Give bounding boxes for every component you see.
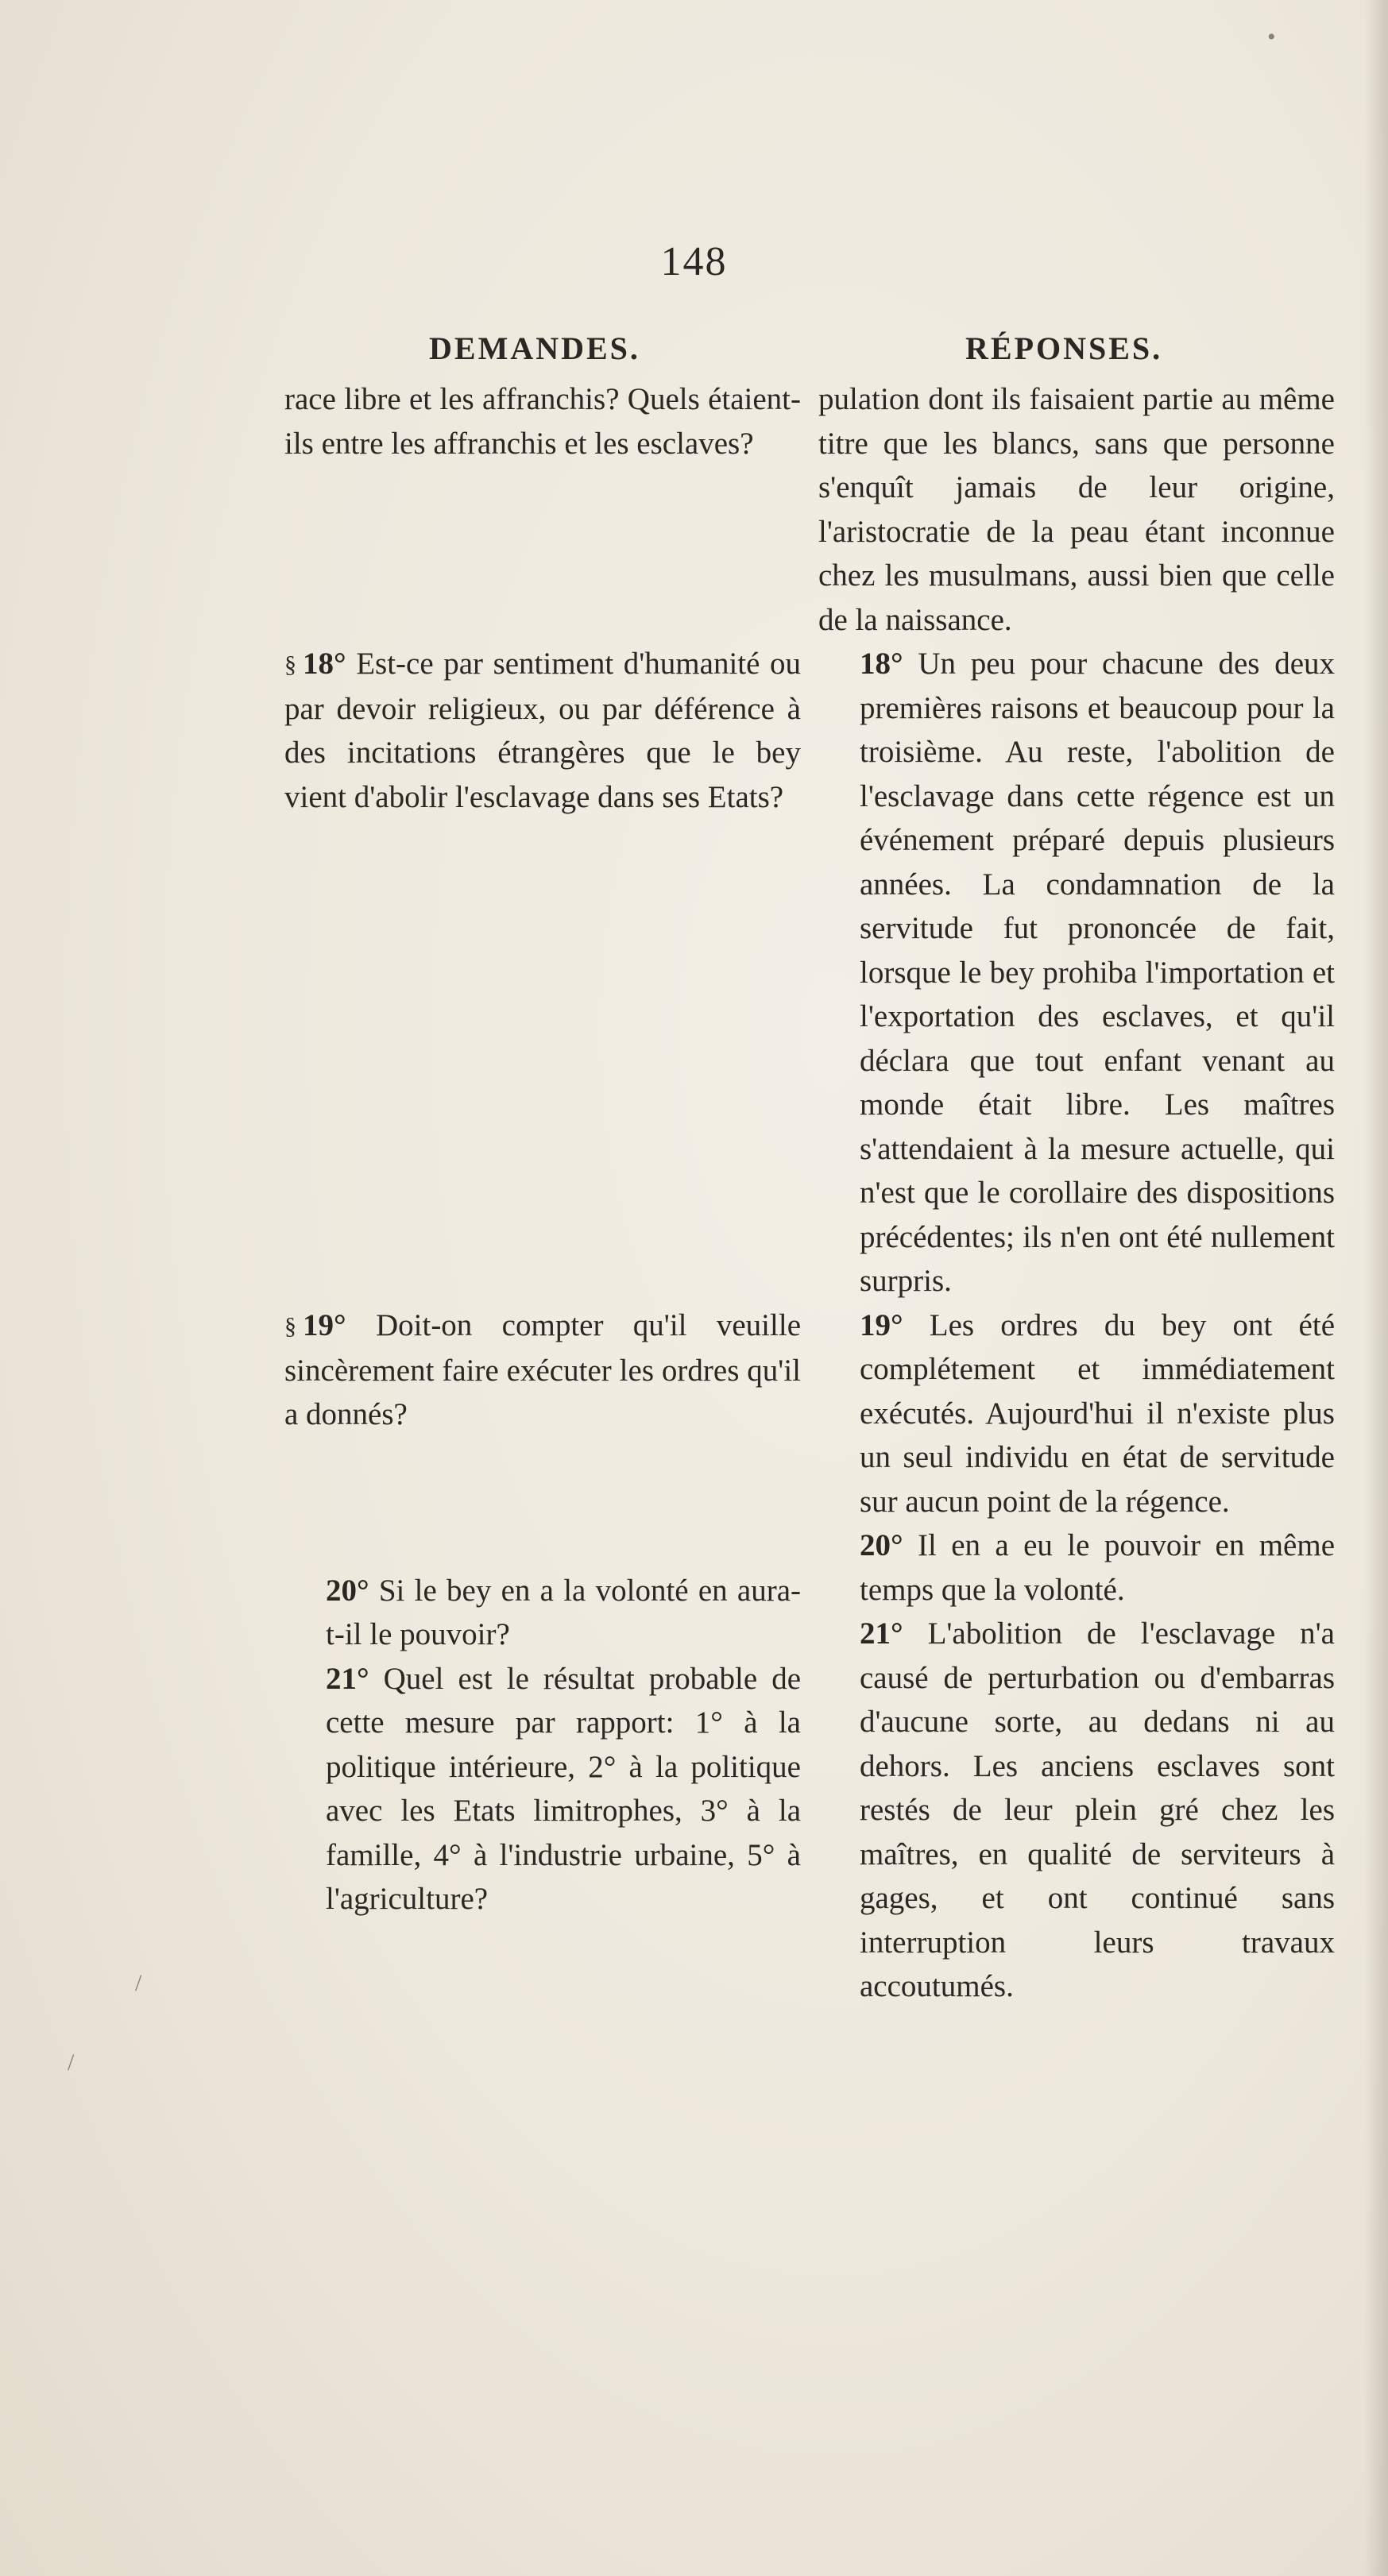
reponse-21: 21° L'abolition de l'esclavage n'a causé de perturbation ou d'embarras d'aucune sorte, au dedans ni au dehors. Les anciens esclaves sont restés de leur plein gré chez les maîtres, en qualité de serviteurs à gages, et ont continué sans interruption leurs travaux accoutumés. — [860, 1616, 1335, 2003]
demande-continuation: race libre et les affranchis? Quels étaient-ils entre les affranchis et les esclaves? — [284, 382, 801, 461]
spacer — [284, 819, 801, 1303]
paper-speck: / — [135, 1970, 142, 1996]
gutter-shadow — [1364, 0, 1388, 2576]
margin-mark-icon: § — [284, 1313, 296, 1339]
page-number: 148 — [660, 239, 728, 284]
reponse-20: 20° Il en a eu le pouvoir en même temps que la volonté. — [860, 1528, 1336, 1607]
spacer — [284, 1437, 801, 1569]
demandes-column — [284, 377, 801, 1921]
reponse-19: 19° Les ordres du bey ont été complétement et immédiatement exécutés. Aujourd'hui il n'existe plus un seul individu en état de servitude sur aucun point de la régence. — [860, 1307, 1336, 1519]
header-demandes: DEMANDES. — [429, 330, 640, 366]
reponses-column — [818, 377, 1335, 2009]
paper-speck: • — [1267, 24, 1276, 50]
spacer — [284, 465, 801, 642]
demande-20: 20° Si le bey en a la volonté en aura-t-il le pouvoir? — [326, 1573, 801, 1651]
demande-18: § 18° Est-ce par sentiment d'humanité ou par devoir religieux, ou par déférence à des incitations étrangères que le bey vient d'abolir l'esclavage dans ses Etats? — [284, 642, 801, 819]
reponse-18: 18° Un peu pour chacune des deux premières raisons et beaucoup pour la troisième. Au reste, l'abolition de l'esclavage dans cette régence est un événement préparé depuis plusieurs années. La condamnation de la servitude fut prononcée de fait, lorsque le bey prohiba l'importation et l'exportation des esclaves, et qu'il déclara que tout enfant venant au monde était libre. Les maîtres s'attendaient à la mesure actuelle, qui n'est que le corollaire des dispositions précédentes; ils n'en ont été nullement surpris. — [860, 647, 1336, 1298]
margin-mark-icon: § — [284, 651, 296, 678]
reponse-continuation: pulation dont ils faisaient partie au même titre que les blancs, sans que personne s'enquît jamais de leur origine, l'aristocratie de la peau étant inconnue chez les musulmans, aussi bien que celle de la naissance. — [818, 382, 1335, 637]
demande-21: 21° Quel est le résultat probable de cette mesure par rapport: 1° à la politique intérieure, 2° à la politique avec les Etats limitrophes, 3° à la famille, 4° à l'industrie urbaine, 5° à l'agriculture? — [326, 1661, 801, 1916]
paper-speck: / — [68, 2049, 75, 2076]
demande-19: § 19° Doit-on compter qu'il veuille sincèrement faire exécuter les ordres qu'il a donnés? — [284, 1303, 801, 1437]
header-reponses: RÉPONSES. — [965, 330, 1163, 366]
